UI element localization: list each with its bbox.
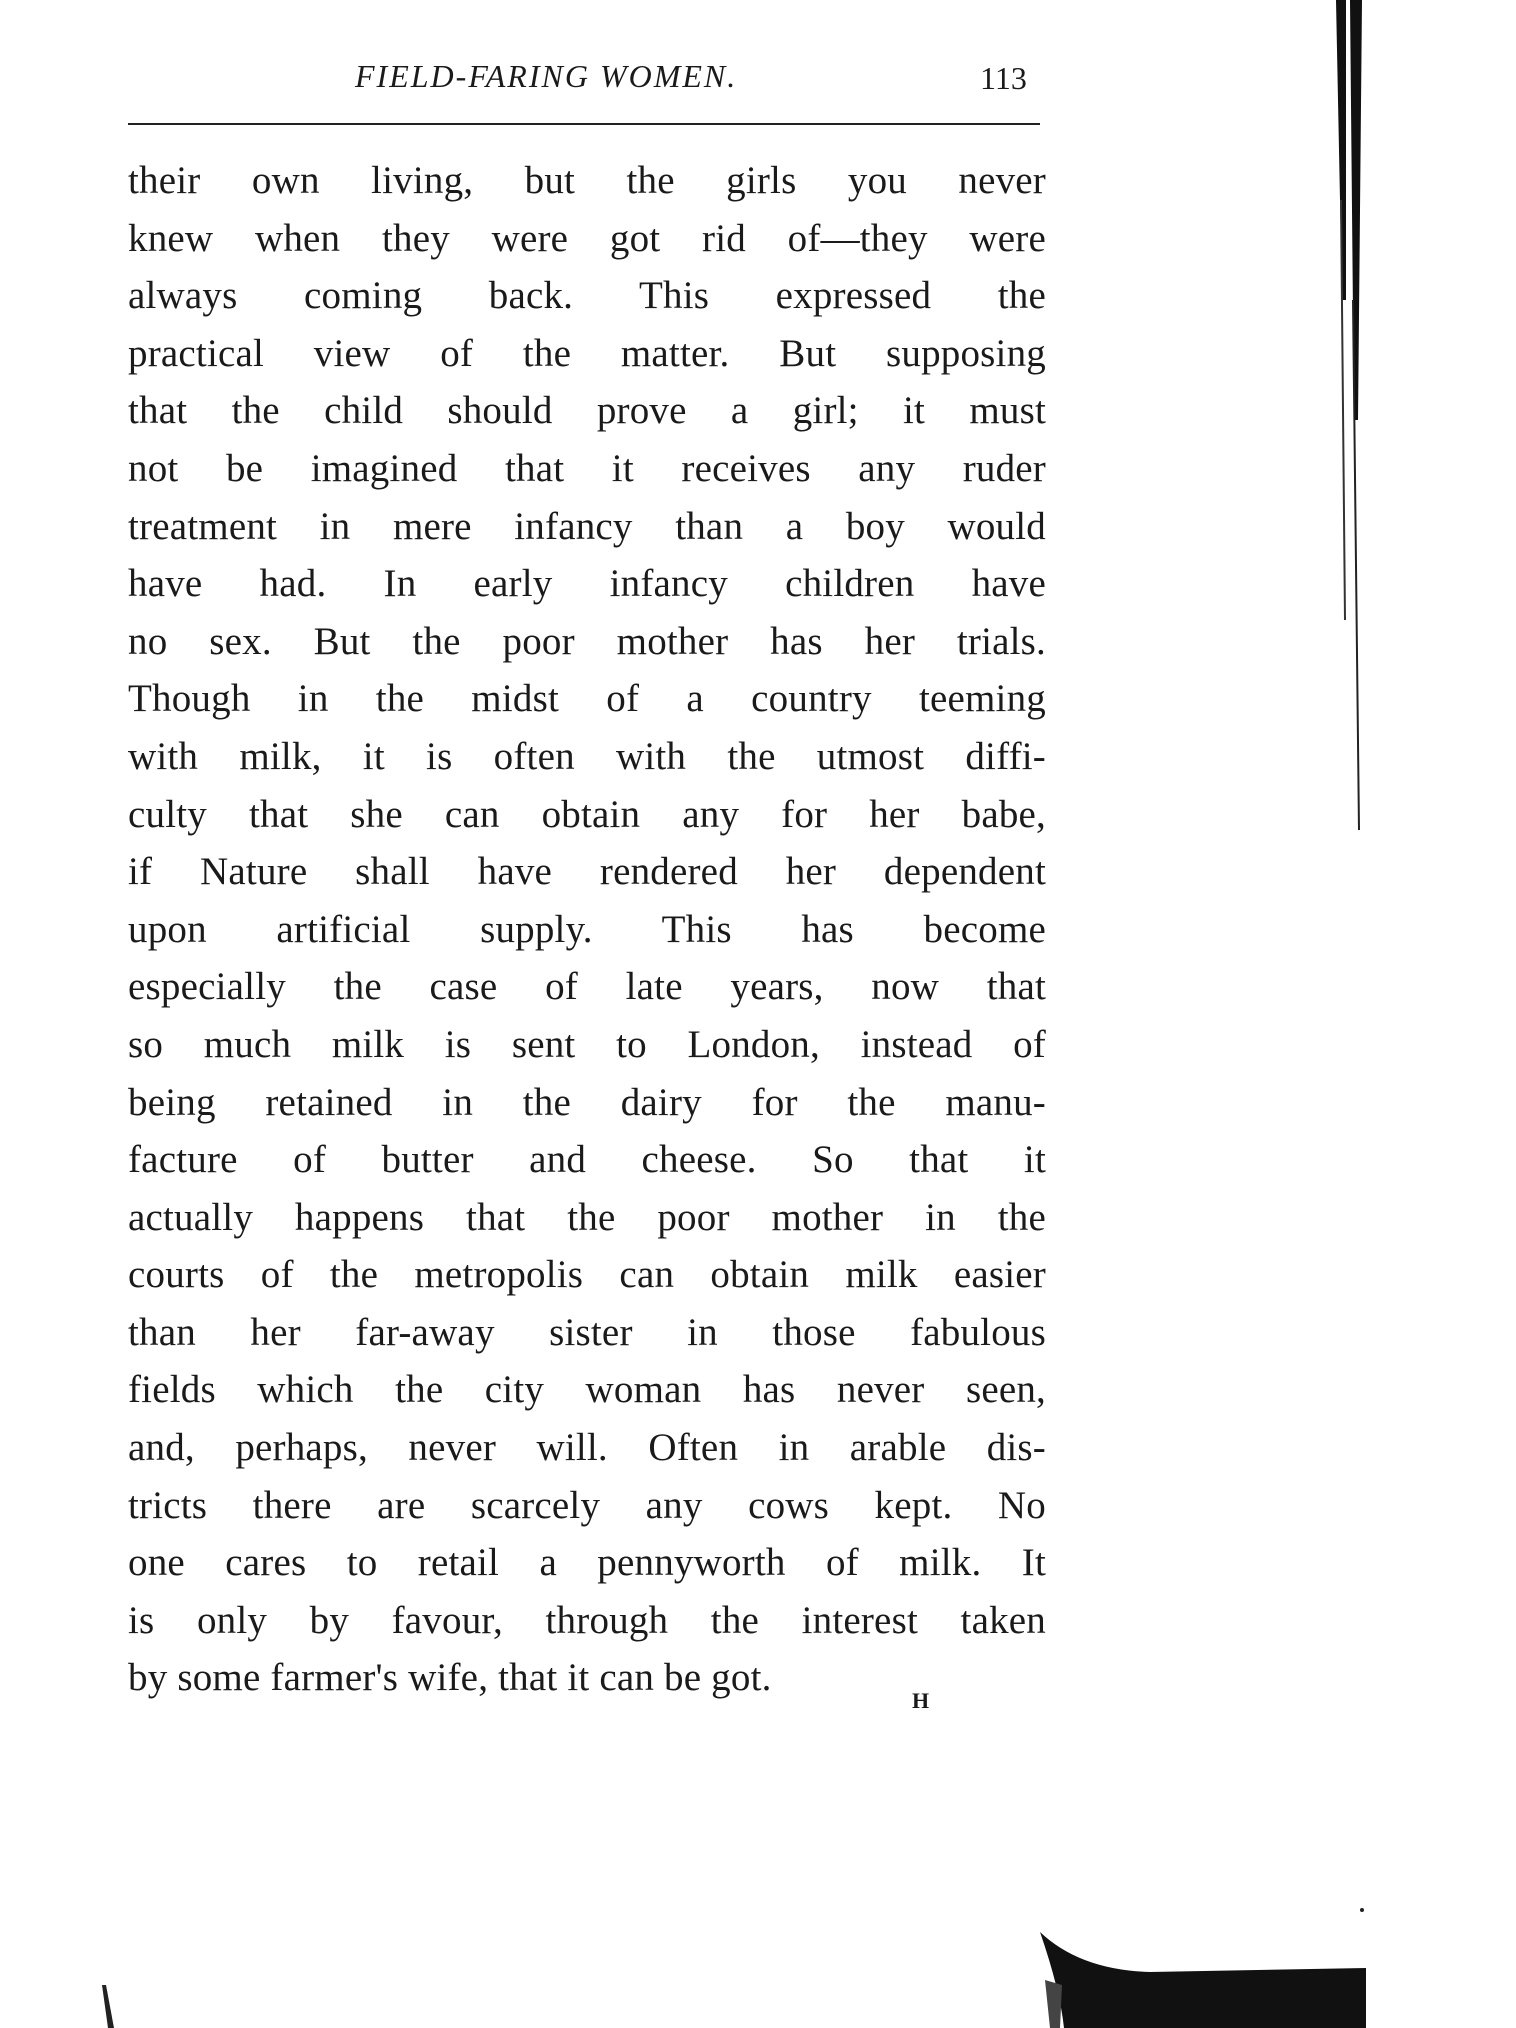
- text-line: their own living, but the girls you never: [128, 159, 1046, 202]
- text-line: than her far-away sister in those fabulous: [128, 1310, 1046, 1354]
- right-edge-line: [1352, 300, 1360, 830]
- text-line: always coming back. This expressed the: [128, 274, 1046, 318]
- text-line: knew when they were got rid of—they were: [128, 216, 1046, 260]
- text-line: treatment in mere infancy than a boy would: [128, 504, 1046, 548]
- text-line: Though in the midst of a country teeming: [128, 677, 1046, 721]
- text-line: culty that she can obtain any for her babe,: [128, 792, 1046, 836]
- text-line: have had. In early infancy children have: [128, 562, 1046, 606]
- text-line: actually happens that the poor mother in the: [128, 1195, 1046, 1239]
- text-line: tricts there are scarcely any cows kept. No: [128, 1483, 1046, 1527]
- text-line: courts of the metropolis can obtain milk easier: [128, 1253, 1046, 1297]
- text-line: especially the case of late years, now that: [128, 965, 1046, 1009]
- right-edge-bar: [1336, 0, 1346, 300]
- text-line: if Nature shall have rendered her dependent: [128, 850, 1046, 894]
- text-line: fields which the city woman has never seen,: [128, 1368, 1046, 1412]
- right-edge-line: [1340, 200, 1346, 620]
- text-line: being retained in the dairy for the manu-: [128, 1080, 1046, 1124]
- running-title: FIELD-FARING WOMEN.: [355, 58, 738, 94]
- text-line: and, perhaps, never will. Often in arable dis-: [128, 1426, 1046, 1470]
- text-line: so much milk is sent to London, instead of: [128, 1022, 1046, 1066]
- bottom-blot-speck: [1045, 1980, 1062, 2028]
- page-number: 113: [980, 60, 1027, 96]
- text-line: with milk, it is often with the utmost diffi-: [128, 734, 1046, 778]
- bottom-left-mark: [102, 1985, 114, 2028]
- speck: [1360, 1908, 1364, 1912]
- body-text: [128, 152, 1046, 1707]
- signature-mark: H: [912, 1688, 930, 1713]
- right-edge-bar: [1350, 0, 1362, 420]
- text-line: upon artificial supply. This has become: [128, 907, 1046, 951]
- text-line: that the child should prove a girl; it must: [128, 389, 1046, 433]
- text-line: one cares to retail a pennyworth of milk. It: [128, 1541, 1046, 1585]
- text-line: by some farmer's wife, that it can be got.: [128, 1656, 772, 1700]
- bottom-blot: [1040, 1932, 1366, 2028]
- text-line: is only by favour, through the interest taken: [128, 1598, 1046, 1642]
- text-line: no sex. But the poor mother has her trials.: [128, 619, 1046, 663]
- text-line: practical view of the matter. But supposing: [128, 331, 1046, 375]
- text-line: not be imagined that it receives any ruder: [128, 446, 1046, 490]
- text-line: facture of butter and cheese. So that it: [128, 1138, 1046, 1182]
- header-rule: [128, 123, 1040, 125]
